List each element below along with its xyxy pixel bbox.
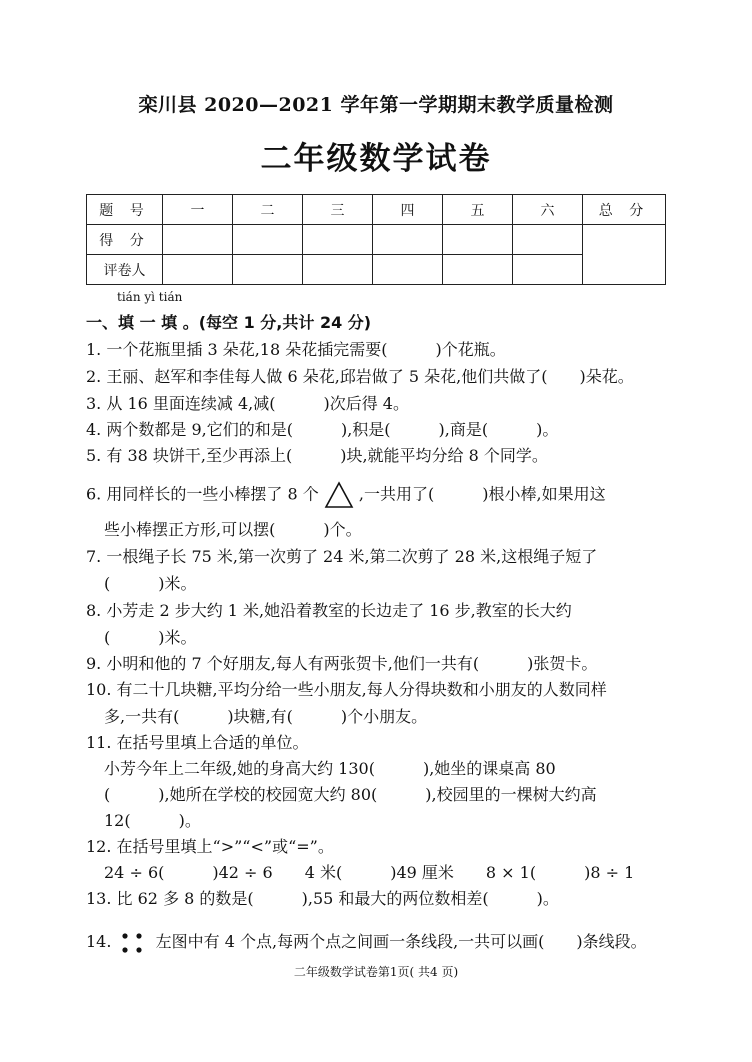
question-11-line2: 小芳今年上二年级,她的身高大约 130( ),她坐的课桌高 80 (104, 759, 556, 778)
question-13: 13. 比 62 多 8 的数是( ),55 和最大的两位数相差( )。 (86, 889, 559, 908)
question-5: 5. 有 38 块饼干,至少再添上( )块,就能平均分给 8 个同学。 (86, 446, 548, 465)
question-8: 8. 小芳走 2 步大约 1 米,她沿着教室的长边走了 16 步,教室的长大约 (86, 601, 572, 620)
col-header-cell: 题 号 (87, 195, 163, 225)
question-12-line2: 24 ÷ 6( )42 ÷ 6 4 米( )49 厘米 8 × 1( )8 ÷ 1 (104, 863, 635, 882)
question-10: 10. 有二十几块糖,平均分给一些小朋友,每人分得块数和小朋友的人数同样 (86, 680, 607, 699)
total-header: 总 分 (583, 195, 666, 225)
grader-cell[interactable] (443, 255, 513, 285)
question-6-part1: 6. 用同样长的一些小棒摆了 8 个 (86, 484, 319, 504)
triangle-icon (324, 481, 354, 509)
score-cell[interactable] (163, 225, 233, 255)
question-10-line2: 多,一共有( )块糖,有( )个小朋友。 (104, 707, 428, 726)
score-row-label: 得 分 (87, 225, 163, 255)
grader-cell[interactable] (513, 255, 583, 285)
exam-subtitle: 栾川县 2020—2021 学年第一学期期末教学质量检测 (138, 94, 614, 116)
question-11: 11. 在括号里填上合适的单位。 (86, 733, 309, 752)
score-cell[interactable] (233, 225, 303, 255)
question-14-number: 14. (86, 932, 112, 951)
grader-cell[interactable] (163, 255, 233, 285)
question-4: 4. 两个数都是 9,它们的和是( ),积是( ),商是( )。 (86, 420, 559, 439)
question-11-line3: ( ),她所在学校的校园宽大约 80( ),校园里的一棵树大约高 (104, 785, 597, 804)
col-6: 六 (513, 195, 583, 225)
question-6-part2: ,一共用了( )根小棒,如果用这 (358, 484, 606, 504)
section1-title: 一、填 一 填 。(每空 1 分,共计 24 分) (86, 313, 372, 332)
score-cell[interactable] (373, 225, 443, 255)
question-3: 3. 从 16 里面连续减 4,减( )次后得 4。 (86, 394, 409, 413)
score-cell[interactable] (513, 225, 583, 255)
col-4: 四 (373, 195, 443, 225)
grader-row (87, 255, 666, 285)
score-cell[interactable] (303, 225, 373, 255)
col-2: 二 (233, 195, 303, 225)
total-score-cell[interactable] (583, 225, 666, 285)
question-2: 2. 王丽、赵军和李佳每人做 6 朵花,邱岩做了 5 朵花,他们共做了( )朵花。 (86, 367, 634, 386)
score-cell[interactable] (443, 225, 513, 255)
exam-title: 二年级数学试卷 (260, 141, 492, 177)
question-14-text: 左图中有 4 个点,每两个点之间画一条线段,一共可以画( )条线段。 (155, 932, 647, 951)
question-9: 9. 小明和他的 7 个好朋友,每人有两张贺卡,他们一共有( )张贺卡。 (86, 654, 598, 673)
score-table (86, 194, 666, 285)
question-6 (86, 481, 606, 509)
grader-cell[interactable] (373, 255, 443, 285)
question-6-line2: 些小棒摆正方形,可以摆( )个。 (104, 520, 362, 539)
question-8-line2: ( )米。 (104, 628, 197, 647)
score-table-header-row (87, 195, 666, 225)
question-11-line4: 12( )。 (104, 811, 201, 830)
col-1: 一 (163, 195, 233, 225)
question-14 (86, 929, 647, 955)
page-footer: 二年级数学试卷第1页( 共4 页) (293, 965, 459, 979)
question-12: 12. 在括号里填上“>”“<”或“=”。 (86, 837, 334, 856)
grader-cell[interactable] (233, 255, 303, 285)
section1-pinyin: tián yì tián (117, 290, 183, 304)
grader-cell[interactable] (303, 255, 373, 285)
question-7-line2: ( )米。 (104, 574, 197, 593)
grader-row-label: 评卷人 (87, 255, 163, 285)
col-3: 三 (303, 195, 373, 225)
question-1: 1. 一个花瓶里插 3 朵花,18 朵花插完需要( )个花瓶。 (86, 340, 506, 359)
score-row (87, 225, 666, 255)
question-7: 7. 一根绳子长 75 米,第一次剪了 24 米,第二次剪了 28 米,这根绳子短了 (86, 547, 598, 566)
col-5: 五 (443, 195, 513, 225)
four-dots-icon (117, 931, 151, 955)
